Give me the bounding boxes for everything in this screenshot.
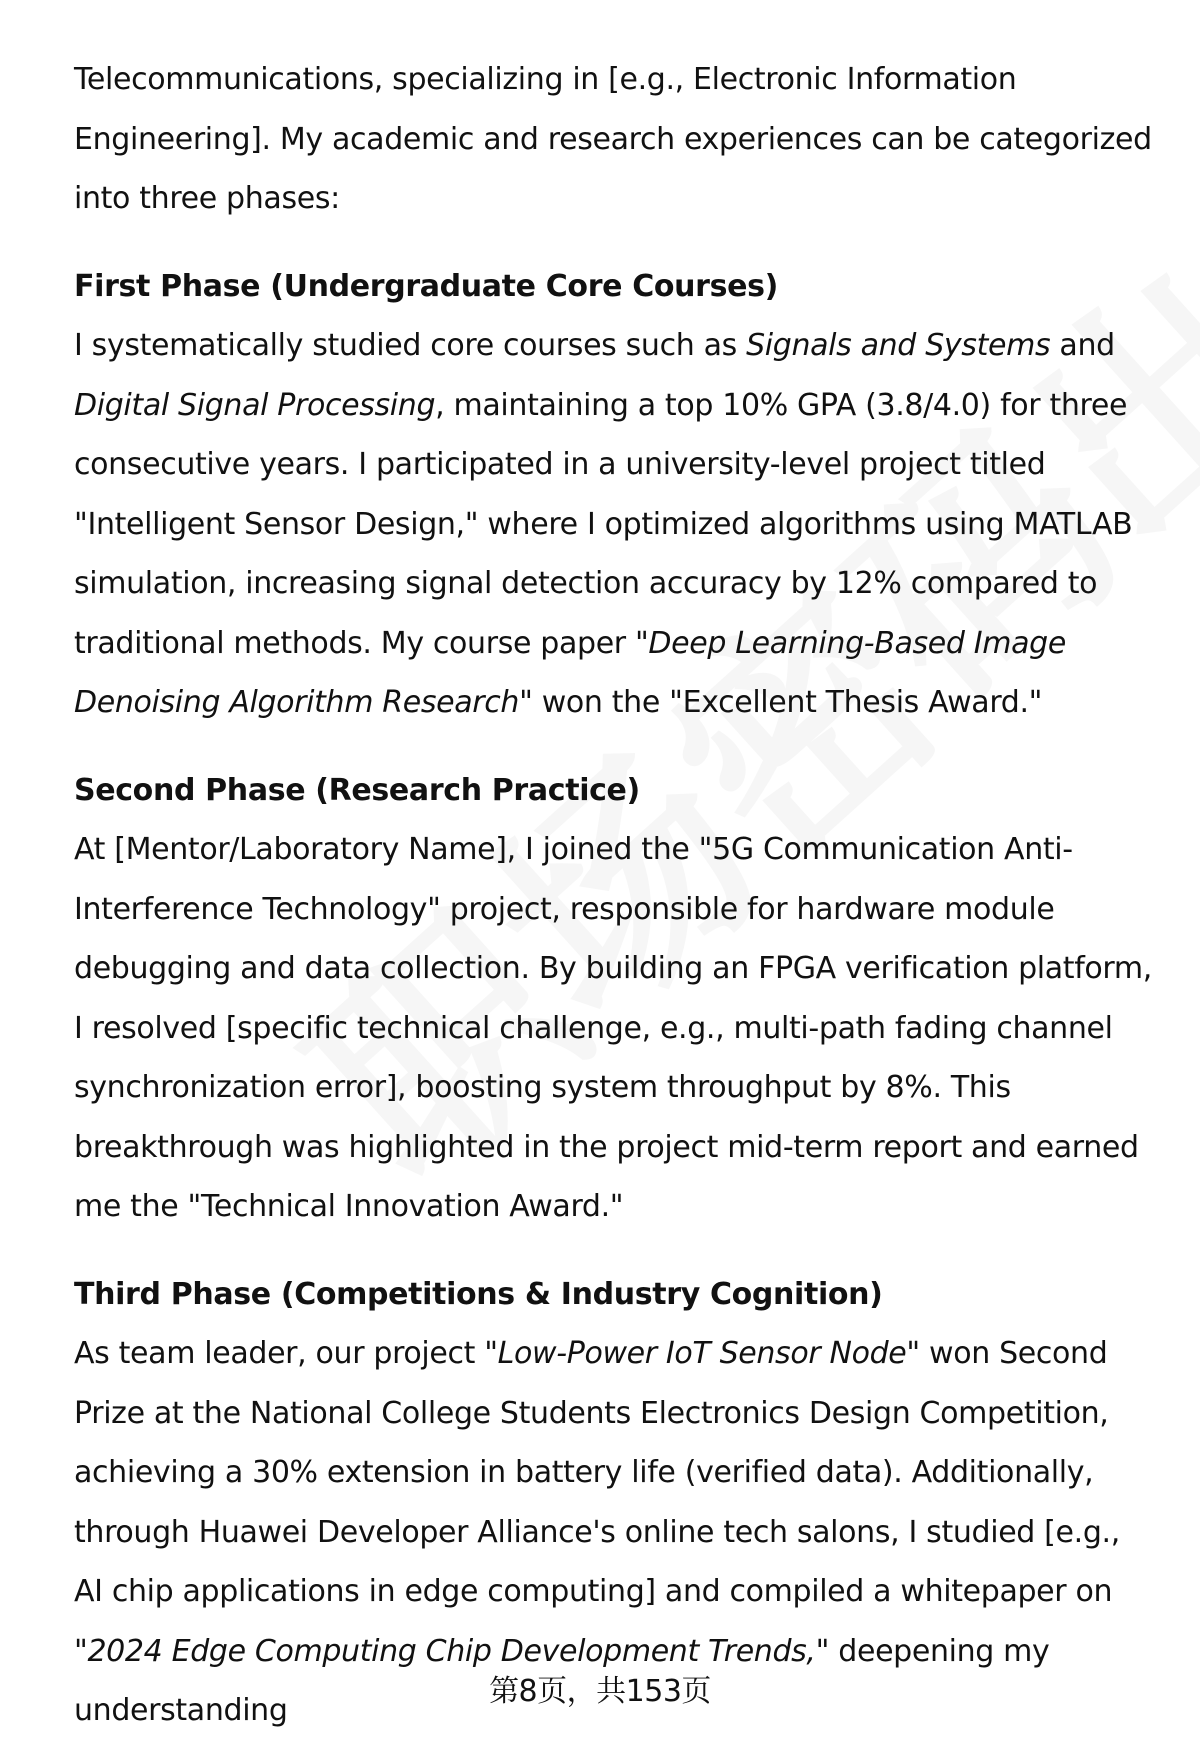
intro-paragraph xyxy=(74,50,1154,229)
phase2-paragraph xyxy=(74,820,1154,1237)
phase1-paper-title: "Deep Learning-Based Image Denoising Algorithm Research" xyxy=(74,625,1066,720)
phase3-whitepaper-title: "2024 Edge Computing Chip Development Trends," xyxy=(74,1633,830,1669)
phase3-project-title: "Low-Power IoT Sensor Node" xyxy=(484,1336,920,1371)
phase2-heading: Second Phase (Research Practice) xyxy=(74,772,640,808)
phase1-paragraph xyxy=(74,316,1154,733)
phase3-text-3: deepening my understanding xyxy=(74,1633,1050,1728)
page-number-footer: 第8页，共153页 xyxy=(489,1674,711,1709)
phase1-text-1: I systematically studied core courses such as xyxy=(74,328,747,363)
phase1-heading: First Phase (Undergraduate Core Courses) xyxy=(74,268,778,304)
phase1-text-2: and xyxy=(1050,328,1115,363)
phase3-text-2: won Second Prize at the National College Students Electronics Design Competition, achieving a 30% extension in battery life (verified data). Additionally, through Huawei Developer Alliance's online tech salons, I studied [e.g., AI chip applications in edge computing] and compiled a whitepaper on xyxy=(74,1336,1120,1609)
phase3-text-1: As team leader, our project xyxy=(74,1336,485,1371)
phase1-text-4: won the "Excellent Thesis Award." xyxy=(532,685,1043,720)
phase1-course-2: Digital Signal Processing xyxy=(74,387,436,423)
intro-text: Telecommunications, specializing in [e.g., Electronic Information Engineering]. My academic and research experiences can be categorized into three phases: xyxy=(74,62,1152,216)
phase3-heading: Third Phase (Competitions & Industry Cognition) xyxy=(74,1276,883,1312)
document-body xyxy=(74,50,1154,1741)
phase1-course-1: Signals and Systems xyxy=(746,328,1051,363)
phase2-text: At [Mentor/Laboratory Name], I joined the "5G Communication Anti-Interference Technology" project, responsible for hardware module debugging and data collection. By building an FPGA verification platform, I resolved [specific technical challenge, e.g., multi-path fading channel synchronization error], boosting system throughput by 8%. This breakthrough was highlighted in the project mid-term report and earned me the "Technical Innovation Award." xyxy=(74,832,1152,1224)
phase1-text-3: , maintaining a top 10% GPA (3.8/4.0) for three consecutive years. I participated in a university-level project titled "Intelligent Sensor Design," where I optimized algorithms using MATLAB simulation, increasing signal detection accuracy by 12% compared to traditional methods. My course paper xyxy=(74,387,1133,661)
